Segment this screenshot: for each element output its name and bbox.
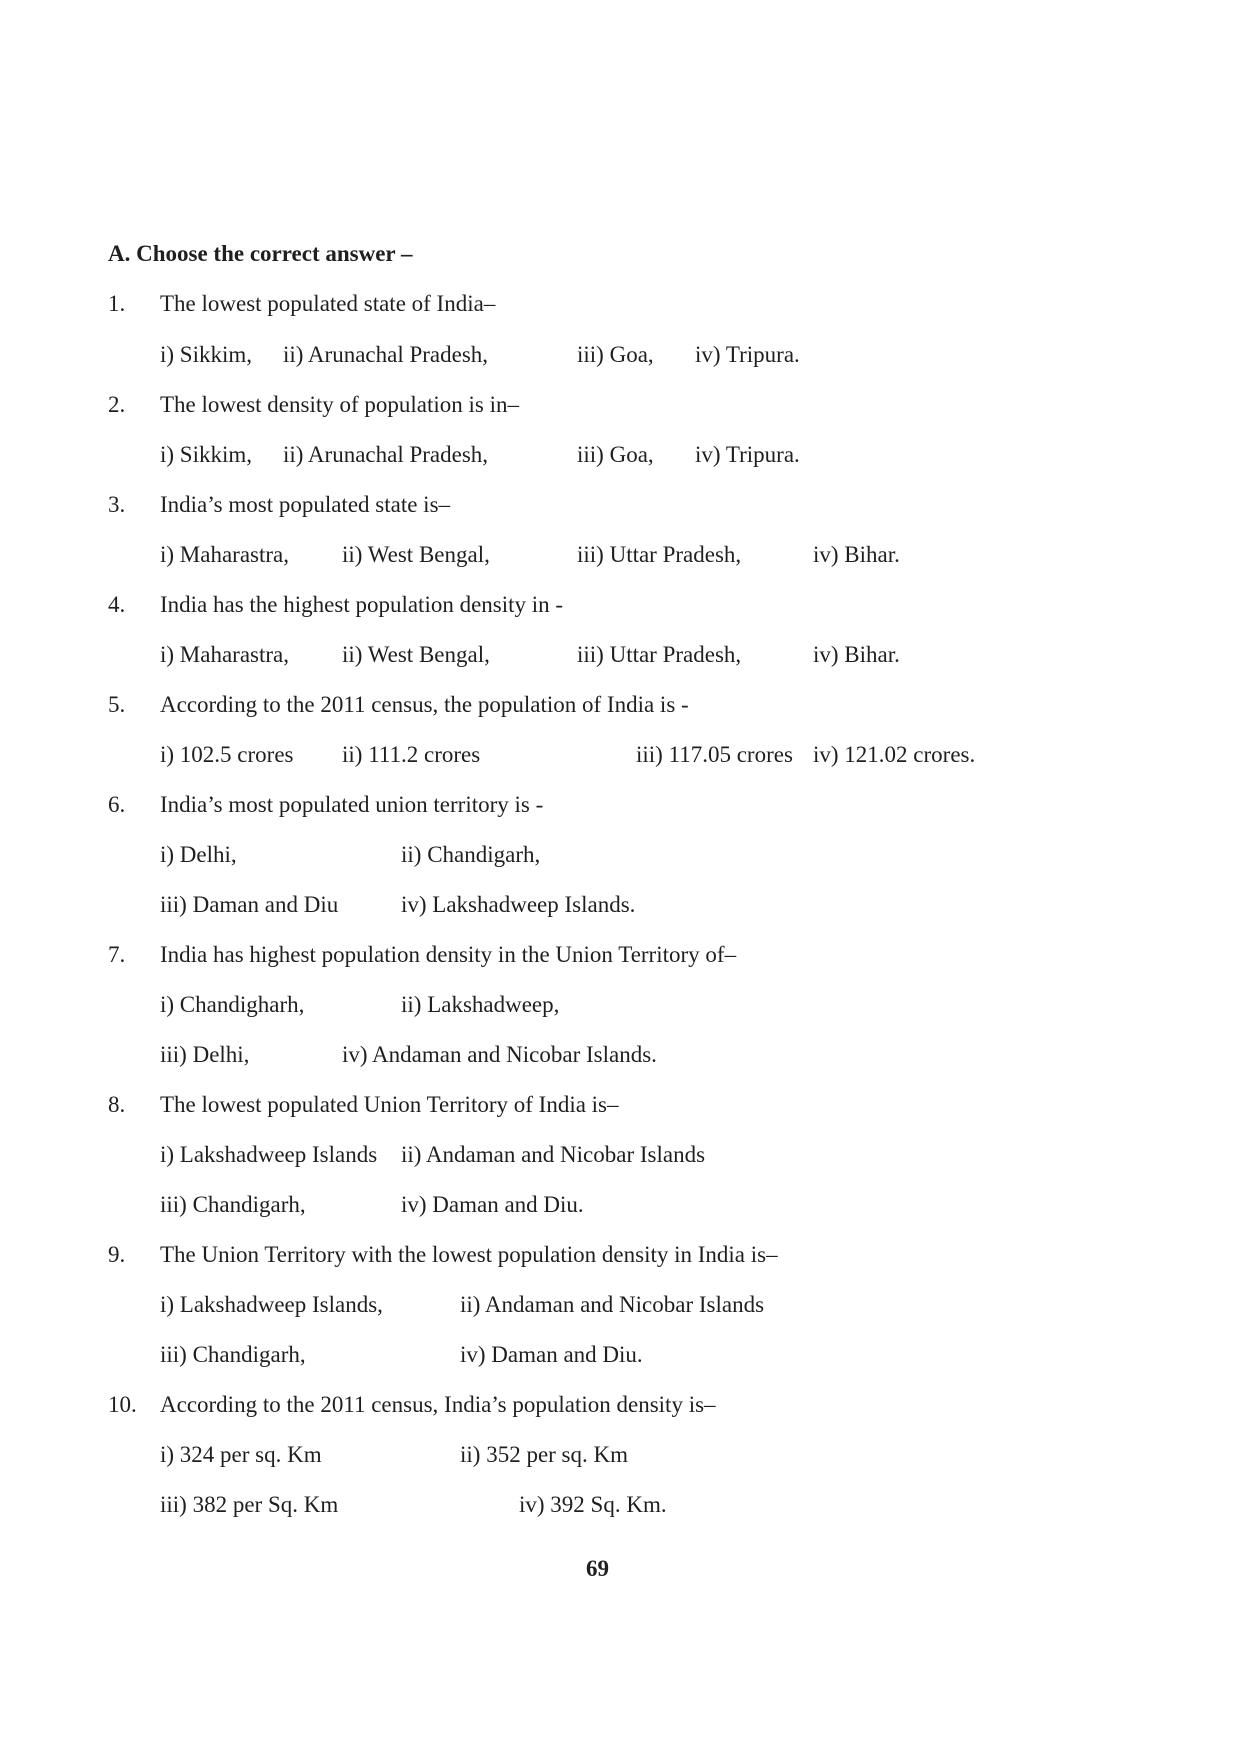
question-text: The lowest populated state of India– — [160, 291, 496, 316]
option-iii: iii) Chandigarh, — [160, 1192, 306, 1217]
question-text: According to the 2011 census, the population of India is - — [160, 692, 689, 717]
option-ii: ii) West Bengal, — [342, 542, 490, 567]
option-ii: ii) 352 per sq. Km — [460, 1442, 629, 1467]
option-iii: iii) Chandigarh, — [160, 1342, 306, 1367]
option-i: i) Chandigharh, — [160, 992, 305, 1017]
option-i: i) Maharastra, — [160, 542, 289, 567]
option-iv: iv) 392 Sq. Km. — [519, 1492, 667, 1517]
option-iv: iv) 121.02 crores. — [813, 742, 976, 767]
option-ii: ii) Chandigarh, — [401, 842, 541, 867]
question-text: The lowest density of population is in– — [160, 392, 520, 417]
question-number: 10. — [108, 1392, 137, 1417]
option-iii: iii) Goa, — [577, 442, 654, 467]
option-i: i) Sikkim, — [160, 442, 253, 467]
option-iv: iv) Bihar. — [813, 642, 900, 667]
option-ii: ii) Arunachal Pradesh, — [283, 442, 489, 467]
question-number: 9. — [108, 1242, 126, 1267]
option-iii: iii) 117.05 crores — [636, 742, 793, 767]
option-ii: ii) 111.2 crores — [342, 742, 481, 767]
option-iv: iv) Daman and Diu. — [401, 1192, 584, 1217]
option-iii: iii) Uttar Pradesh, — [577, 542, 742, 567]
option-iv: iv) Daman and Diu. — [460, 1342, 643, 1367]
option-iii: iii) Delhi, — [160, 1042, 250, 1067]
option-i: i) Lakshadweep Islands — [160, 1142, 378, 1167]
option-ii: ii) Arunachal Pradesh, — [283, 342, 489, 367]
question-number: 8. — [108, 1092, 126, 1117]
option-iii: iii) Uttar Pradesh, — [577, 642, 742, 667]
section-heading: A. Choose the correct answer – — [108, 241, 413, 266]
question-text: India has highest population density in the Union Territory of– — [160, 942, 737, 967]
option-i: i) Lakshadweep Islands, — [160, 1292, 383, 1317]
question-text: The lowest populated Union Territory of India is– — [160, 1092, 619, 1117]
option-i: i) 324 per sq. Km — [160, 1442, 322, 1467]
question-number: 2. — [108, 392, 126, 417]
page-number: 69 — [586, 1556, 609, 1581]
option-iv: iv) Lakshadweep Islands. — [401, 892, 636, 917]
question-text: India has the highest population density in - — [160, 592, 564, 617]
question-text: According to the 2011 census, India’s population density is– — [160, 1392, 716, 1417]
option-iv: iv) Andaman and Nicobar Islands. — [342, 1042, 657, 1067]
question-number: 6. — [108, 792, 126, 817]
option-iii: iii) Daman and Diu — [160, 892, 339, 917]
option-ii: ii) West Bengal, — [342, 642, 490, 667]
option-ii: ii) Andaman and Nicobar Islands — [401, 1142, 706, 1167]
option-i: i) Maharastra, — [160, 642, 289, 667]
option-iii: iii) Goa, — [577, 342, 654, 367]
question-number: 4. — [108, 592, 126, 617]
option-i: i) 102.5 crores — [160, 742, 294, 767]
option-iii: iii) 382 per Sq. Km — [160, 1492, 339, 1517]
question-number: 5. — [108, 692, 126, 717]
question-number: 3. — [108, 492, 126, 517]
option-i: i) Sikkim, — [160, 342, 253, 367]
option-ii: ii) Andaman and Nicobar Islands — [460, 1292, 765, 1317]
question-text: India’s most populated union territory is - — [160, 792, 544, 817]
question-number: 1. — [108, 291, 126, 316]
option-ii: ii) Lakshadweep, — [401, 992, 560, 1017]
question-text: India’s most populated state is– — [160, 492, 451, 517]
option-iv: iv) Tripura. — [695, 342, 800, 367]
question-text: The Union Territory with the lowest population density in India is– — [160, 1242, 778, 1267]
option-i: i) Delhi, — [160, 842, 237, 867]
question-number: 7. — [108, 942, 126, 967]
option-iv: iv) Tripura. — [695, 442, 800, 467]
option-iv: iv) Bihar. — [813, 542, 900, 567]
